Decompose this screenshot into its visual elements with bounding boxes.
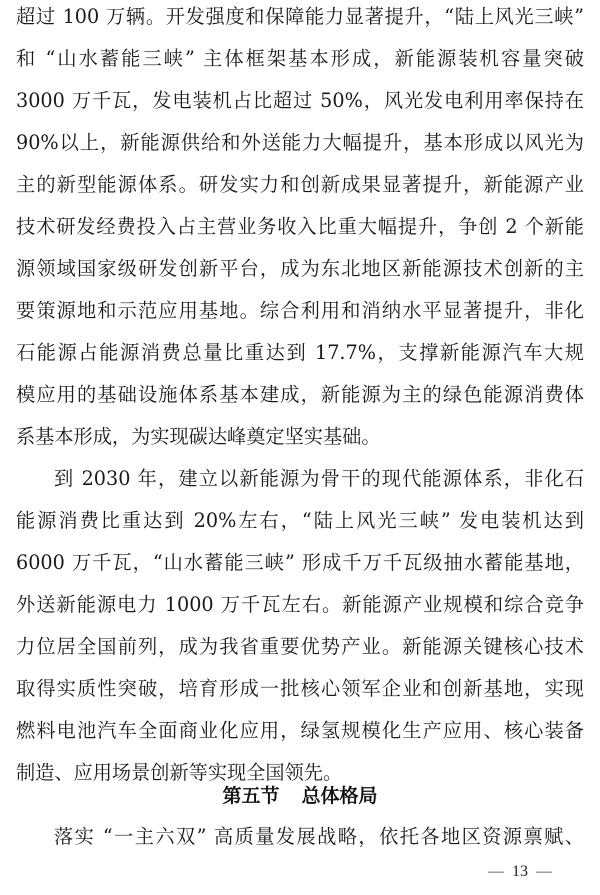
- page-dash-right: —: [536, 863, 552, 880]
- section-title: 总体格局: [301, 785, 378, 807]
- body-text-line: 燃料电池汽车全面商业化应用，绿氢规模化生产应用、核心装备: [16, 719, 584, 742]
- body-text-line: 能源消费比重达到 20%左右，“陆上风光三峡” 发电装机达到: [16, 509, 584, 532]
- body-text-line: 源领域国家级研发创新平台，成为东北地区新能源技术创新的主: [16, 257, 584, 280]
- body-text-line: 石能源占能源消费总量比重达到 17.7%，支撑新能源汽车大规: [16, 341, 584, 364]
- body-text-line: 制造、应用场景创新等实现全国领先。: [16, 761, 343, 784]
- body-text-line: 主的新型能源体系。研发实力和创新成果显著提升，新能源产业: [16, 173, 584, 196]
- body-text-line: 取得实质性突破，培育形成一批核心领军企业和创新基地，实现: [16, 677, 584, 700]
- section-heading: [0, 780, 600, 812]
- page-dash-left: —: [488, 863, 504, 880]
- body-text-line: 力位居全国前列，成为我省重要优势产业。新能源关键核心技术: [16, 635, 584, 658]
- page-number: [480, 860, 560, 884]
- body-text-line: 超过 100 万辆。开发强度和保障能力显著提升，“陆上风光三峡”: [16, 5, 584, 28]
- body-text-line: 外送新能源电力 1000 万千瓦左右。新能源产业规模和综合竞争: [16, 593, 584, 616]
- body-text-line: 90%以上，新能源供给和外送能力大幅提升，基本形成以风光为: [16, 131, 584, 154]
- body-text-line: 6000 万千瓦，“山水蓄能三峡” 形成千万千瓦级抽水蓄能基地，: [16, 551, 584, 574]
- body-text-line: 技术研发经费投入占主营业务收入比重大幅提升，争创 2 个新能: [16, 215, 584, 238]
- body-text-line: 要策源地和示范应用基地。综合利用和消纳水平显著提升，非化: [16, 299, 584, 322]
- page-number-value: 13: [512, 863, 528, 880]
- section-number: 第五节: [222, 785, 280, 807]
- paragraph-first-line: 到 2030 年，建立以新能源为骨干的现代能源体系，非化石: [54, 467, 584, 490]
- body-text-line: 系基本形成，为实现碳达峰奠定坚实基础。: [16, 425, 381, 448]
- paragraph-first-line: 落实 “一主六双” 高质量发展战略，依托各地区资源禀赋、: [54, 825, 584, 848]
- body-text-line: 3000 万千瓦，发电装机占比超过 50%，风光发电利用率保持在: [16, 89, 584, 112]
- body-text-line: 模应用的基础设施体系基本建成，新能源为主的绿色能源消费体: [16, 383, 584, 406]
- body-text-line: 和 “山水蓄能三峡” 主体框架基本形成，新能源装机容量突破: [16, 47, 584, 70]
